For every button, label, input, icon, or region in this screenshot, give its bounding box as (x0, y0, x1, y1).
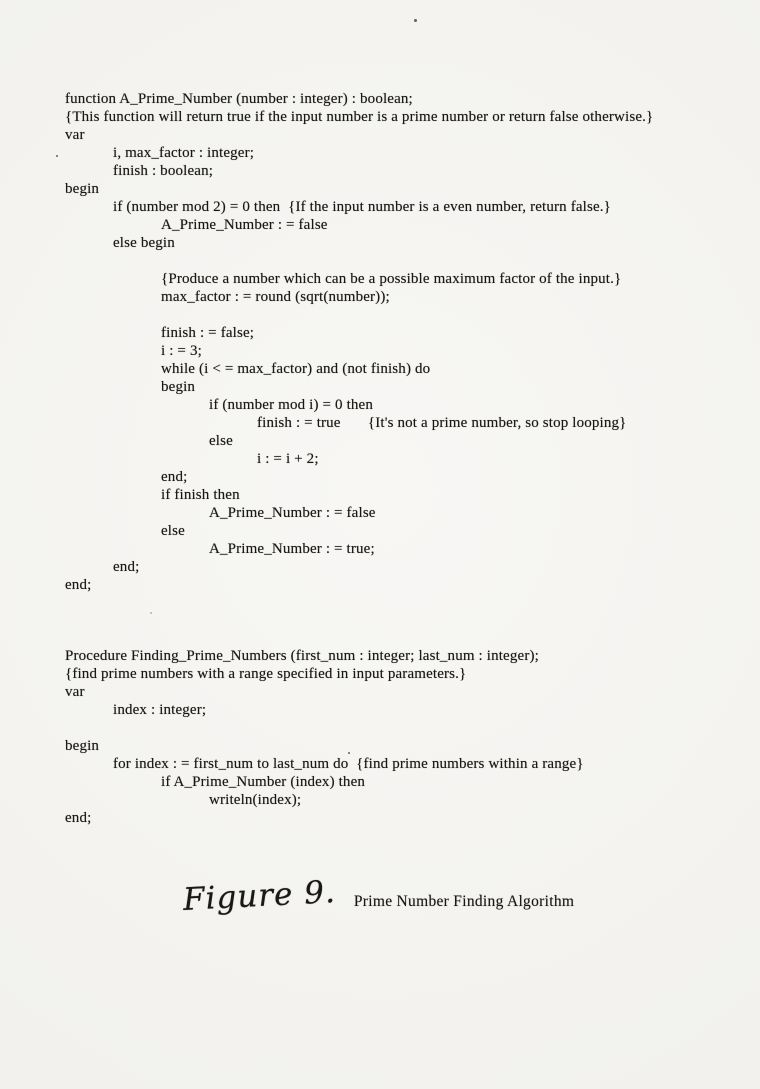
code-line: i, max_factor : integer; (113, 145, 255, 161)
code-line: end; (65, 810, 92, 826)
code-line: else (209, 433, 233, 449)
code-line: function A_Prime_Number (number : integer) : boolean; (65, 91, 413, 107)
code-line: begin (161, 379, 196, 395)
code-line: A_Prime_Number : = false (209, 505, 376, 521)
code-line: {find prime numbers with a range specified in input parameters.} (65, 666, 467, 682)
code-line: {Produce a number which can be a possible maximum factor of the input.} (161, 271, 622, 287)
code-line: A_Prime_Number : = false (161, 217, 328, 233)
blank-line (65, 252, 750, 270)
scan-speck (150, 612, 152, 614)
code-line: for index : = first_num to last_num do {find prime numbers within a range} (113, 756, 584, 772)
code-line: finish : = false; (161, 325, 255, 341)
scan-speck (56, 155, 58, 157)
code-line: end; (65, 577, 92, 593)
figure-label-handwritten: Figure 9. (182, 874, 337, 918)
procedure-finding-prime-numbers-listing (65, 647, 750, 827)
code-line: end; (161, 469, 188, 485)
scan-speck (414, 19, 417, 22)
code-line: Procedure Finding_Prime_Numbers (first_num : integer; last_num : integer); (65, 648, 539, 664)
code-line: finish : = true {It's not a prime number, so stop looping} (257, 415, 627, 431)
code-line: i : = 3; (161, 343, 202, 359)
code-line: var (65, 127, 85, 143)
code-line: while (i < = max_factor) and (not finish) do (161, 361, 431, 377)
code-line: if A_Prime_Number (index) then (161, 774, 366, 790)
code-line: var (65, 684, 85, 700)
code-line: writeln(index); (209, 792, 302, 808)
code-line: A_Prime_Number : = true; (209, 541, 375, 557)
blank-line (65, 306, 750, 324)
figure-caption-text: Prime Number Finding Algorithm (353, 893, 575, 910)
code-line: if (number mod 2) = 0 then {If the input number is a even number, return false.} (113, 199, 612, 215)
code-line: else (161, 523, 185, 539)
code-line: i : = i + 2; (257, 451, 319, 467)
code-line: index : integer; (113, 702, 207, 718)
function-a-prime-number-listing (65, 90, 750, 594)
code-line: begin (65, 181, 100, 197)
code-line: finish : boolean; (113, 163, 214, 179)
code-listing (65, 90, 750, 827)
code-line: {This function will return true if the input number is a prime number or return false otherwise.} (65, 109, 654, 125)
scan-speck (348, 752, 350, 754)
code-line: max_factor : = round (sqrt(number)); (161, 289, 390, 305)
code-line: if (number mod i) = 0 then (209, 397, 373, 413)
code-line: begin (65, 738, 100, 754)
figure-caption (182, 874, 575, 918)
code-line: end; (113, 559, 140, 575)
code-line: if finish then (161, 487, 240, 503)
code-line: else begin (113, 235, 175, 251)
blank-line (65, 719, 750, 737)
